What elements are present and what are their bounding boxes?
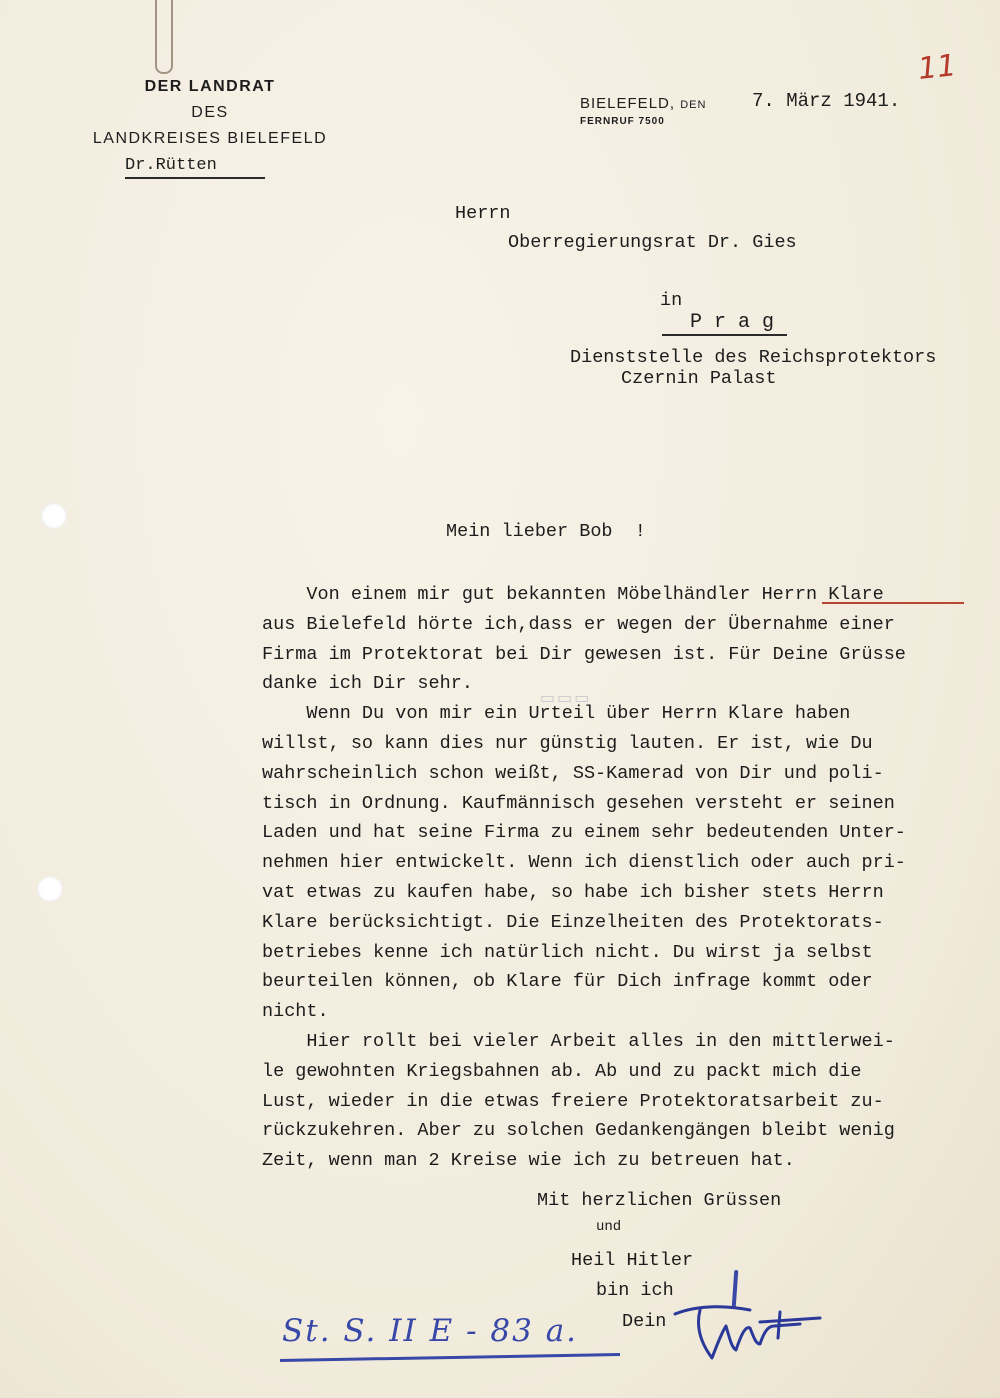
body-line: betriebes kenne ich natürlich nicht. Du wirst ja selbst: [262, 941, 873, 963]
punch-hole-icon: [41, 503, 67, 529]
body-line: wahrscheinlich schon weißt, SS-Kamerad von Dir und poli-: [262, 762, 884, 784]
body-line: danke ich Dir sehr.: [262, 673, 473, 695]
body-line: Lust, wieder in die etwas freiere Protektoratsarbeit zu-: [262, 1090, 884, 1112]
address-office: Dienststelle des Reichsprotektors: [570, 347, 937, 368]
greeting: Mein lieber Bob !: [446, 521, 646, 542]
letter-date: 7. März 1941.: [752, 90, 901, 112]
body-line: le gewohnten Kriegsbahnen ab. Ab und zu packt mich die: [262, 1060, 862, 1082]
body-line: Von einem mir gut bekannten Möbelhändler Herrn Klare: [262, 584, 884, 605]
address-building: Czernin Palast: [621, 368, 777, 389]
body-line: vat etwas zu kaufen habe, so habe ich bisher stets Herrn: [262, 881, 884, 903]
page-number: 11: [916, 48, 958, 87]
address-city: P r a g: [690, 311, 775, 334]
body-line: nicht.: [262, 1001, 329, 1023]
phone-number: FERNRUF 7500: [580, 116, 665, 127]
body-line: willst, so kann dies nur günstig lauten. Er ist, wie Du: [262, 732, 873, 754]
body-line: rückzukehren. Aber zu solchen Gedankengängen bleibt wenig: [262, 1120, 895, 1142]
body-line: Wenn Du von mir ein Urteil über Herrn Klare haben: [262, 703, 851, 725]
signature-icon: [660, 1292, 830, 1372]
letterhead-title: DER LANDRAT: [144, 78, 276, 95]
body-line: Firma im Protektorat bei Dir gewesen ist. Für Deine Grüsse: [262, 643, 906, 665]
address-in: in: [660, 290, 683, 311]
place-line: [580, 95, 706, 112]
closing-line: Dein: [622, 1311, 667, 1332]
punch-hole-icon: [37, 876, 63, 902]
letter-body: [262, 580, 982, 1176]
address-title: Herrn: [455, 203, 511, 224]
closing-line: Heil Hitler: [571, 1250, 694, 1271]
address-recipient: Oberregierungsrat Dr. Gies: [508, 232, 797, 253]
body-line: aus Bielefeld hörte ich,dass er wegen der Übernahme einer: [262, 613, 895, 635]
body-line: Laden und hat seine Firma zu einem sehr bedeutenden Unter-: [262, 822, 906, 844]
closing-line: bin ich: [596, 1280, 674, 1301]
place-den: DEN: [680, 99, 707, 111]
registry-stamp: St. S. II E - 83 a.: [282, 1313, 579, 1349]
body-line: nehmen hier entwickelt. Wenn ich dienstlich oder auch pri-: [262, 852, 906, 874]
closing-line: und: [596, 1219, 622, 1235]
red-pencil-underline: [822, 602, 964, 604]
faint-stamp-mark: ▭▭▭: [540, 688, 592, 707]
city-underline: [662, 334, 787, 336]
body-line: tisch in Ordnung. Kaufmännisch gesehen versteht er seinen: [262, 792, 895, 814]
letterhead-des: DES: [191, 104, 229, 121]
stamp-underline: [280, 1353, 620, 1362]
letterhead-district: LANDKREISES BIELEFELD: [92, 130, 328, 147]
paperclip-mark: [155, 0, 173, 74]
letterhead: [60, 74, 360, 152]
body-line: Klare berücksichtigt. Die Einzelheiten des Protektorats-: [262, 911, 884, 933]
body-line: beurteilen können, ob Klare für Dich infrage kommt oder: [262, 971, 873, 993]
sender-name: Dr.Rütten: [125, 156, 265, 179]
body-line: Zeit, wenn man 2 Kreise wie ich zu betreuen hat.: [262, 1150, 795, 1172]
place-city: BIELEFELD,: [580, 95, 676, 112]
closing-line: Mit herzlichen Grüssen: [537, 1190, 782, 1211]
body-line: Hier rollt bei vieler Arbeit alles in den mittlerwei-: [262, 1030, 895, 1052]
